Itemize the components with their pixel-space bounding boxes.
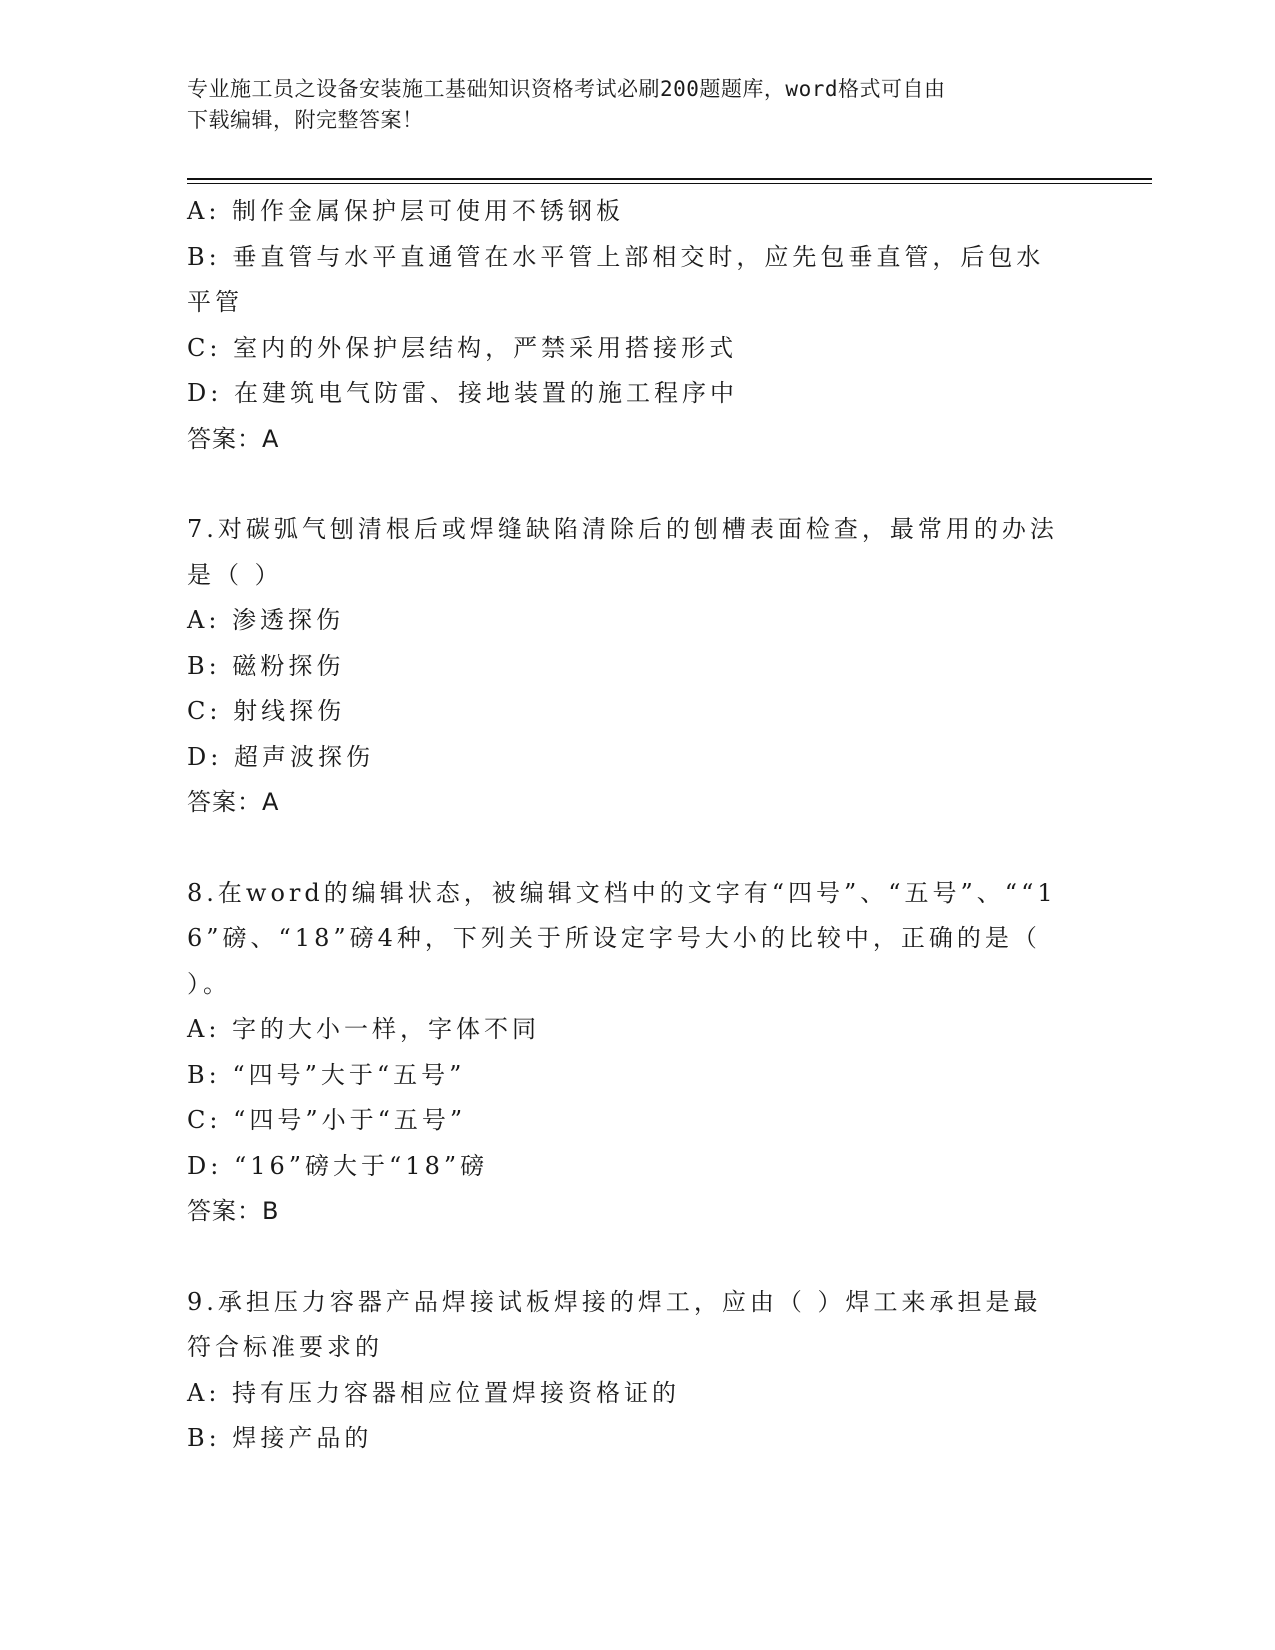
- option-d: D: “16”磅大于“18”磅: [187, 1151, 489, 1180]
- question-list: [187, 189, 1067, 1462]
- header-line-1: 专业施工员之设备安装施工基础知识资格考试必刷200题题库，word格式可自由: [187, 77, 946, 101]
- option-d: D: 在建筑电气防雷、接地装置的施工程序中: [187, 379, 738, 407]
- option-a: A: 制作金属保护层可使用不锈钢板: [187, 197, 625, 225]
- question-text: 9.承担压力容器产品焊接试板焊接的焊工，应由（ ）焊工来承担是最符合标准要求的: [187, 1287, 1042, 1361]
- option-a: A: 渗透探伤: [187, 606, 345, 634]
- answer: 答案：A: [187, 788, 280, 816]
- option-d: D: 超声波探伤: [187, 742, 374, 771]
- question-text: 7.对碳弧气刨清根后或焊缝缺陷清除后的刨槽表面检查，最常用的办法是（ ）: [187, 515, 1058, 589]
- option-b: B: “四号”大于“五号”: [187, 1060, 466, 1089]
- option-b: B: 焊接产品的: [187, 1424, 373, 1452]
- answer: 答案：A: [187, 424, 280, 453]
- question-6: [187, 189, 1067, 462]
- header-line-2: 下载编辑，附完整答案！: [187, 108, 424, 132]
- answer: 答案：B: [187, 1197, 280, 1225]
- document-header: [187, 74, 1067, 136]
- header-rule-thick: [187, 178, 1152, 180]
- option-b: B: 垂直管与水平直通管在水平管上部相交时，应先包垂直管，后包水平管: [187, 242, 1045, 316]
- question-9: [187, 1280, 1067, 1462]
- question-8: [187, 871, 1067, 1235]
- option-a: A: 字的大小一样，字体不同: [187, 1015, 541, 1043]
- option-b: B: 磁粉探伤: [187, 651, 345, 680]
- option-c: C: 射线探伤: [187, 697, 346, 725]
- option-a: A: 持有压力容器相应位置焊接资格证的: [187, 1378, 681, 1407]
- option-c: C: 室内的外保护层结构，严禁采用搭接形式: [187, 333, 738, 362]
- question-text: 8.在word的编辑状态，被编辑文档中的文字有“四号”、“五号”、““16”磅、“18”磅4种，下列关于所设定字号大小的比较中，正确的是（ ）。: [187, 878, 1057, 998]
- question-7: [187, 507, 1067, 826]
- header-rule-thin: [187, 183, 1152, 184]
- option-c: C: “四号”小于“五号”: [187, 1106, 467, 1134]
